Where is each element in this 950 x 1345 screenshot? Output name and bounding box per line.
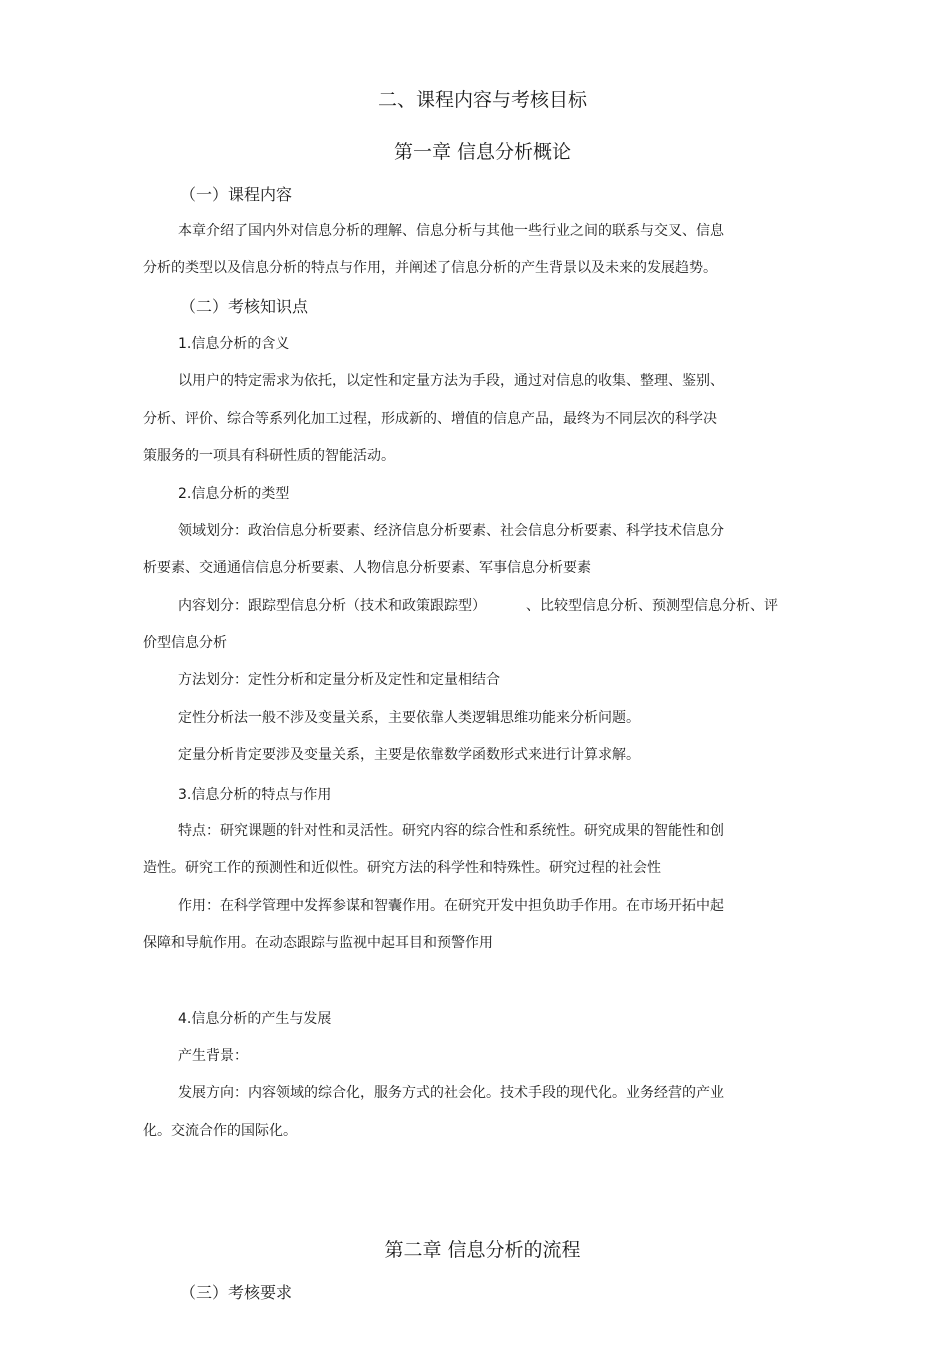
roles-line: 保障和导航作用。在动态跟踪与监视中起耳目和预警作用 <box>143 935 493 951</box>
features-line: 造性。研究工作的预测性和近似性。研究方法的科学性和特殊性。研究过程的社会性 <box>143 860 661 876</box>
development-direction-line: 发展方向：内容领域的综合化，服务方式的社会化。技术手段的现代化。业务经营的产业 <box>178 1085 724 1101</box>
domain-division-line: 析要素、交通通信信息分析要素、人物信息分析要素、军事信息分析要素 <box>143 560 591 576</box>
intro-paragraph-line: 分析的类型以及信息分析的特点与作用，并阐述了信息分析的产生背景以及未来的发展趋势。 <box>143 260 717 276</box>
quantitative-analysis-line: 定量分析肯定要涉及变量关系，主要是依靠数学函数形式来进行计算求解。 <box>178 747 640 763</box>
point-2-heading: 2.信息分析的类型 <box>178 486 290 502</box>
content-division-part-a: 内容划分：跟踪型信息分析（技术和政策跟踪型） <box>178 598 486 614</box>
content-division-line <box>178 597 778 615</box>
point-1-heading: 1.信息分析的含义 <box>178 336 290 352</box>
background-line: 产生背景： <box>178 1048 248 1064</box>
content-division-line: 价型信息分析 <box>143 635 227 651</box>
roles-line: 作用：在科学管理中发挥参谋和智囊作用。在研究开发中担负助手作用。在市场开拓中起 <box>178 898 724 914</box>
subheading-assessment-requirements: （三）考核要求 <box>180 1283 293 1302</box>
features-line: 特点：研究课题的针对性和灵活性。研究内容的综合性和系统性。研究成果的智能性和创 <box>178 823 724 839</box>
subheading-knowledge-points: （二）考核知识点 <box>180 297 309 316</box>
point-1-text-line: 策服务的一项具有科研性质的智能活动。 <box>143 448 395 464</box>
point-1-text-line: 分析、评价、综合等系列化加工过程，形成新的、增值的信息产品，最终为不同层次的科学决 <box>143 411 717 427</box>
method-division-line: 方法划分：定性分析和定量分析及定性和定量相结合 <box>178 672 500 688</box>
section-title: 二、课程内容与考核目标 <box>377 89 587 111</box>
point-1-text-line: 以用户的特定需求为依托，以定性和定量方法为手段，通过对信息的收集、整理、鉴别、 <box>178 373 724 389</box>
content-division-part-b: 、比较型信息分析、预测型信息分析、评 <box>526 598 778 614</box>
qualitative-analysis-line: 定性分析法一般不涉及变量关系，主要依靠人类逻辑思维功能来分析问题。 <box>178 710 640 726</box>
subheading-course-content: （一）课程内容 <box>180 185 293 204</box>
domain-division-line: 领域划分：政治信息分析要素、经济信息分析要素、社会信息分析要素、科学技术信息分 <box>178 523 724 539</box>
development-direction-line: 化。交流合作的国际化。 <box>143 1123 297 1139</box>
chapter-2-title: 第二章 信息分析的流程 <box>384 1239 581 1261</box>
chapter-1-title: 第一章 信息分析概论 <box>393 141 572 163</box>
point-3-heading: 3.信息分析的特点与作用 <box>178 787 332 803</box>
intro-paragraph-line: 本章介绍了国内外对信息分析的理解、信息分析与其他一些行业之间的联系与交叉、信息 <box>178 223 724 239</box>
point-4-heading: 4.信息分析的产生与发展 <box>178 1011 332 1027</box>
